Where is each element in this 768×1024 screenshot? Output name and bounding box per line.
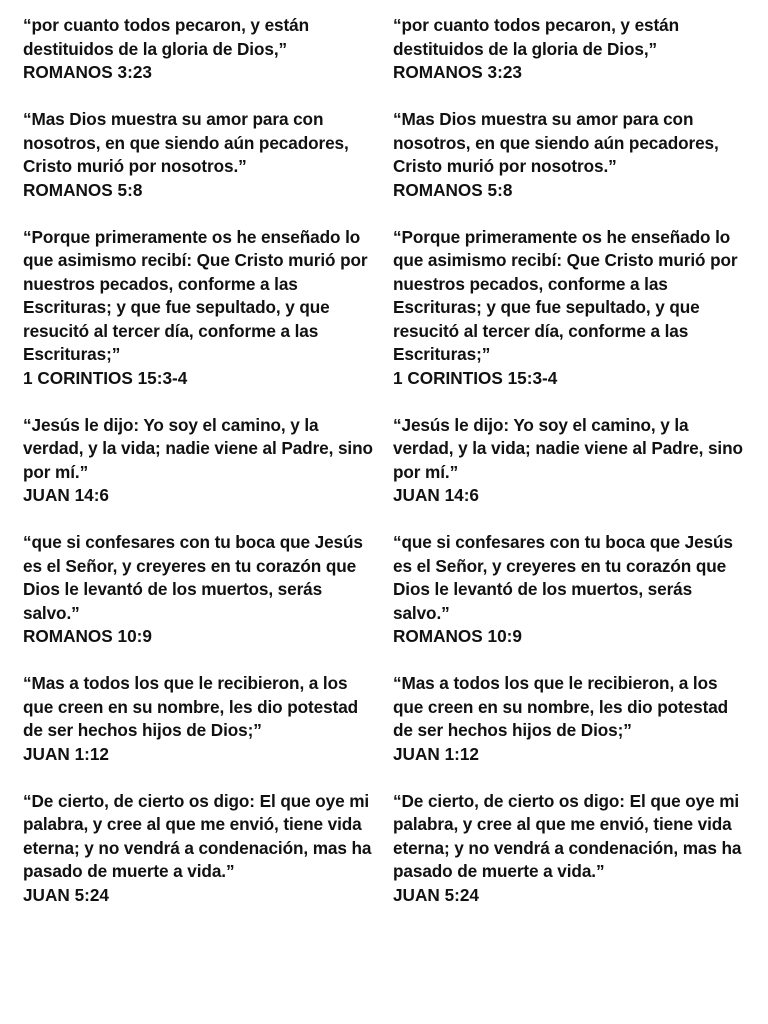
verse-reference: JUAN 14:6 xyxy=(393,485,479,505)
verse-block xyxy=(393,531,745,649)
verse-text: “por cuanto todos pecaron, y están destituidos de la gloria de Dios,” xyxy=(23,15,309,59)
verse-block xyxy=(23,414,375,508)
verse-block xyxy=(393,414,745,508)
verse-block xyxy=(393,226,745,391)
verse-reference: ROMANOS 5:8 xyxy=(393,179,513,200)
verse-text: “Mas a todos los que le recibieron, a los que creen en su nombre, les dio potestad de ser hechos hijos de Dios;” xyxy=(23,673,359,740)
verse-block xyxy=(393,790,745,908)
verse-reference: JUAN 1:12 xyxy=(393,743,479,764)
left-column xyxy=(23,14,375,931)
verse-text: “por cuanto todos pecaron, y están destituidos de la gloria de Dios,” xyxy=(393,15,679,59)
verse-reference: ROMANOS 3:23 xyxy=(23,62,152,82)
verse-text: “Porque primeramente os he enseñado lo que asimismo recibí: Que Cristo murió por nuestros pecados, conforme a las Escrituras; y que fue sepultado, y que resucitó al tercer día, conforme a las Escrituras;” xyxy=(393,226,738,364)
verse-text: “Mas Dios muestra su amor para con nosotros, en que siendo aún pecadores, Cristo murió por nosotros.” xyxy=(23,109,349,176)
verse-text: “que si confesares con tu boca que Jesús es el Señor, y creyeres en tu corazón que Dios le levantó de los muertos, serás salvo.” xyxy=(23,532,363,623)
verse-reference: ROMANOS 3:23 xyxy=(393,62,522,82)
verse-text: “Mas Dios muestra su amor para con nosotros, en que siendo aún pecadores, Cristo murió por nosotros.” xyxy=(393,109,719,176)
verse-reference: JUAN 1:12 xyxy=(23,743,109,764)
verse-reference: 1 CORINTIOS 15:3-4 xyxy=(23,367,188,388)
verse-block xyxy=(23,226,375,391)
right-column xyxy=(393,14,745,931)
verse-reference: JUAN 5:24 xyxy=(23,884,109,905)
verse-text: “Jesús le dijo: Yo soy el camino, y la verdad, y la vida; nadie viene al Padre, sino por mí.” xyxy=(393,414,743,482)
verse-block xyxy=(393,672,745,766)
verse-block xyxy=(393,14,745,85)
verse-block xyxy=(393,108,745,202)
verse-reference: 1 CORINTIOS 15:3-4 xyxy=(393,367,558,388)
verse-block xyxy=(23,108,375,202)
verse-block xyxy=(23,14,375,85)
verse-reference: ROMANOS 5:8 xyxy=(23,179,143,200)
verse-block xyxy=(23,790,375,908)
verse-text: “que si confesares con tu boca que Jesús es el Señor, y creyeres en tu corazón que Dios le levantó de los muertos, serás salvo.” xyxy=(393,532,733,623)
verse-reference: ROMANOS 10:9 xyxy=(23,626,152,646)
verse-text: “De cierto, de cierto os digo: El que oye mi palabra, y cree al que me envió, tiene vida eterna; y no vendrá a condenación, mas ha pasado de muerte a vida.” xyxy=(393,790,742,881)
verse-block xyxy=(23,672,375,766)
verse-text: “Porque primeramente os he enseñado lo que asimismo recibí: Que Cristo murió por nuestros pecados, conforme a las Escrituras; y que fue sepultado, y que resucitó al tercer día, conforme a las Escrituras;” xyxy=(23,226,368,364)
verse-reference: JUAN 14:6 xyxy=(23,485,109,505)
verse-text: “Mas a todos los que le recibieron, a los que creen en su nombre, les dio potestad de ser hechos hijos de Dios;” xyxy=(393,673,729,740)
verse-block xyxy=(23,531,375,649)
verse-reference: JUAN 5:24 xyxy=(393,884,479,905)
verse-text: “Jesús le dijo: Yo soy el camino, y la verdad, y la vida; nadie viene al Padre, sino por mí.” xyxy=(23,414,373,482)
verse-reference: ROMANOS 10:9 xyxy=(393,626,522,646)
verse-text: “De cierto, de cierto os digo: El que oye mi palabra, y cree al que me envió, tiene vida eterna; y no vendrá a condenación, mas ha pasado de muerte a vida.” xyxy=(23,790,372,881)
